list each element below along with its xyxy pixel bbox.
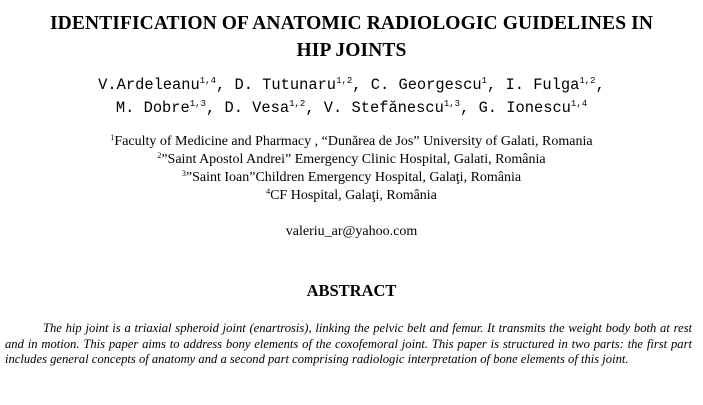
author-name: M. Dobre	[115, 99, 190, 117]
author-name: G. Ionescu	[478, 99, 571, 117]
affiliation-4: $^4$CF Hospital, Galaţi, România	[266, 187, 437, 203]
paper-title	[0, 10, 703, 64]
author-name: V. Stefănescu	[323, 99, 444, 117]
abstract-heading: ABSTRACT	[306, 281, 397, 300]
author-affiliation-marker: 1,4	[570, 99, 588, 109]
affiliation-2: $^2$”Saint Apostol Andrei” Emergency Clinic Hospital, Galati, România	[157, 151, 546, 167]
affiliation-1: $^1$Faculty of Medicine and Pharmacy , “Dunărea de Jos” University of Galati, Romania	[110, 133, 593, 149]
title-line-2: HIP JOINTS	[296, 40, 407, 61]
contact-email: valeriu_ar@yahoo.com	[285, 224, 418, 239]
author-affiliation-marker: 1,2	[579, 76, 596, 86]
author-line-1: V.Ardeleanu$^{1,4}$, D. Tutunaru$^{1,2}$, C. Georgescu$^1$, I. Fulga$^{1,2}$,	[98, 76, 605, 94]
author-affiliation-marker: 1,3	[189, 99, 206, 109]
author-name: D. Tutunaru	[234, 76, 337, 94]
title-line-1: IDENTIFICATION OF ANATOMIC RADIOLOGIC GUIDELINES IN	[49, 13, 653, 34]
affiliation-list	[0, 133, 703, 205]
author-list	[0, 74, 703, 120]
abstract-body: The hip joint is a triaxial spheroid joint (enartrosis), linking the pelvic belt and femur. It transmits the weight body both at rest and in motion. This paper aims to address bony elements of the coxofemoral joint. This paper is structured in two parts: the first part includes general concepts of anatomy and a second part comprising radiologic interpretation of bone elements of this joint.	[5, 321, 692, 366]
author-name: I. Fulga	[505, 76, 580, 94]
author-affiliation-marker: 1,3	[443, 99, 461, 109]
author-name: D. Vesa	[224, 99, 290, 117]
author-affiliation-marker: 1,2	[336, 76, 353, 86]
author-line-2: M. Dobre$^{1,3}$, D. Vesa$^{1,2}$, V. Stefănescu$^{1,3}$, G. Ionescu$^{1,4}$	[115, 99, 588, 117]
affiliation-3: $^3$”Saint Ioan”Children Emergency Hospital, Galaţi, România	[181, 169, 522, 185]
author-affiliation-marker: 1,4	[199, 76, 216, 86]
author-name: V.Ardeleanu	[98, 76, 200, 94]
author-name: C. Georgescu	[370, 76, 482, 94]
author-affiliation-marker: 1,2	[289, 99, 306, 109]
author-affiliation-marker: 1	[481, 76, 487, 86]
